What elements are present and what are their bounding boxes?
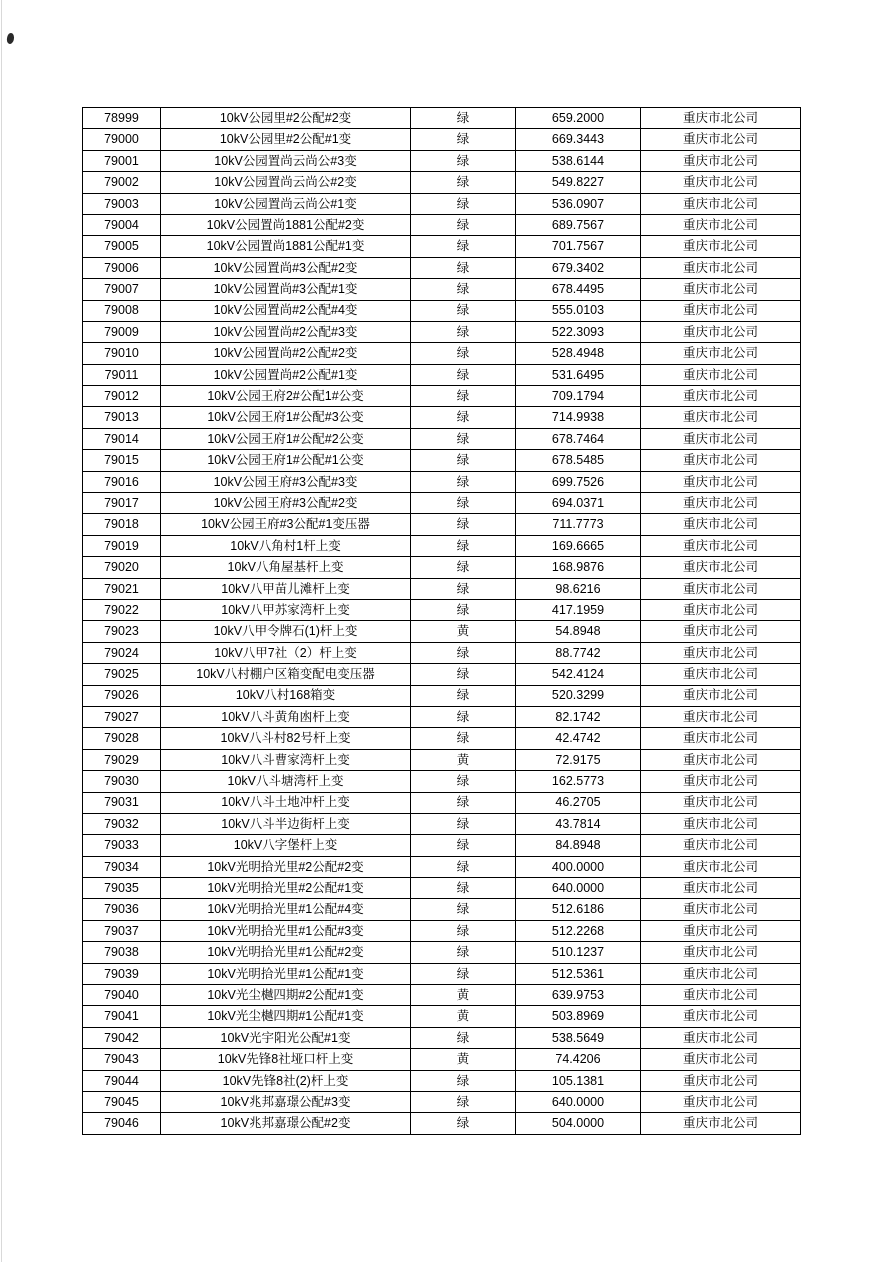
table-row (83, 150, 801, 171)
cell-status: 绿 (411, 386, 516, 407)
cell-name: 10kV公园置尚1881公配#2变 (161, 214, 411, 235)
cell-company: 重庆市北公司 (641, 428, 801, 449)
cell-status: 绿 (411, 193, 516, 214)
cell-status: 绿 (411, 108, 516, 129)
cell-id: 79008 (83, 300, 161, 321)
cell-status: 绿 (411, 963, 516, 984)
cell-id: 79041 (83, 1006, 161, 1027)
cell-id: 79002 (83, 172, 161, 193)
table-row (83, 214, 801, 235)
cell-company: 重庆市北公司 (641, 343, 801, 364)
cell-id: 79044 (83, 1070, 161, 1091)
cell-id: 79027 (83, 706, 161, 727)
cell-company: 重庆市北公司 (641, 450, 801, 471)
cell-company: 重庆市北公司 (641, 386, 801, 407)
cell-value: 555.0103 (516, 300, 641, 321)
cell-status: 绿 (411, 279, 516, 300)
cell-name: 10kV八斗黄角凼杆上变 (161, 706, 411, 727)
cell-status: 绿 (411, 685, 516, 706)
cell-status: 绿 (411, 920, 516, 941)
cell-company: 重庆市北公司 (641, 1113, 801, 1134)
cell-value: 72.9175 (516, 749, 641, 770)
cell-status: 绿 (411, 300, 516, 321)
cell-id: 79019 (83, 535, 161, 556)
cell-company: 重庆市北公司 (641, 1091, 801, 1112)
cell-company: 重庆市北公司 (641, 706, 801, 727)
cell-company: 重庆市北公司 (641, 214, 801, 235)
table-row (83, 193, 801, 214)
cell-id: 79042 (83, 1027, 161, 1048)
cell-id: 79015 (83, 450, 161, 471)
cell-status: 绿 (411, 172, 516, 193)
cell-company: 重庆市北公司 (641, 364, 801, 385)
cell-company: 重庆市北公司 (641, 578, 801, 599)
cell-company: 重庆市北公司 (641, 621, 801, 642)
cell-status: 绿 (411, 942, 516, 963)
table-row (83, 835, 801, 856)
cell-company: 重庆市北公司 (641, 279, 801, 300)
cell-name: 10kV公园王府2#公配1#公变 (161, 386, 411, 407)
cell-status: 绿 (411, 835, 516, 856)
cell-name: 10kV光明拾光里#1公配#3变 (161, 920, 411, 941)
cell-id: 79025 (83, 664, 161, 685)
cell-company: 重庆市北公司 (641, 920, 801, 941)
table-row (83, 236, 801, 257)
cell-status: 黄 (411, 1006, 516, 1027)
cell-value: 640.0000 (516, 1091, 641, 1112)
table-row (83, 471, 801, 492)
cell-company: 重庆市北公司 (641, 813, 801, 834)
cell-value: 512.5361 (516, 963, 641, 984)
cell-id: 79006 (83, 257, 161, 278)
cell-value: 169.6665 (516, 535, 641, 556)
cell-name: 10kV光明拾光里#1公配#1变 (161, 963, 411, 984)
cell-status: 绿 (411, 813, 516, 834)
cell-company: 重庆市北公司 (641, 728, 801, 749)
cell-value: 659.2000 (516, 108, 641, 129)
cell-id: 79038 (83, 942, 161, 963)
table-row (83, 792, 801, 813)
cell-name: 10kV公园置尚#2公配#2变 (161, 343, 411, 364)
cell-status: 绿 (411, 771, 516, 792)
page-edge-line (1, 0, 2, 1262)
table-row (83, 856, 801, 877)
cell-name: 10kV公园王府1#公配#1公变 (161, 450, 411, 471)
cell-value: 542.4124 (516, 664, 641, 685)
cell-company: 重庆市北公司 (641, 771, 801, 792)
table-row (83, 1113, 801, 1134)
cell-name: 10kV光明拾光里#1公配#4变 (161, 899, 411, 920)
table-row (83, 450, 801, 471)
cell-id: 79013 (83, 407, 161, 428)
cell-company: 重庆市北公司 (641, 108, 801, 129)
cell-value: 43.7814 (516, 813, 641, 834)
cell-name: 10kV光尘樾四期#1公配#1变 (161, 1006, 411, 1027)
cell-name: 10kV先锋8社垭口杆上变 (161, 1049, 411, 1070)
table-row (83, 728, 801, 749)
cell-status: 绿 (411, 792, 516, 813)
cell-company: 重庆市北公司 (641, 257, 801, 278)
cell-name: 10kV八甲7社（2）杆上变 (161, 642, 411, 663)
cell-name: 10kV光宇阳光公配#1变 (161, 1027, 411, 1048)
cell-value: 701.7567 (516, 236, 641, 257)
table-row (83, 300, 801, 321)
table-row (83, 129, 801, 150)
cell-value: 679.3402 (516, 257, 641, 278)
cell-value: 639.9753 (516, 985, 641, 1006)
cell-value: 709.1794 (516, 386, 641, 407)
cell-company: 重庆市北公司 (641, 942, 801, 963)
cell-company: 重庆市北公司 (641, 236, 801, 257)
cell-value: 640.0000 (516, 878, 641, 899)
cell-id: 79007 (83, 279, 161, 300)
cell-name: 10kV八甲苗儿滩杆上变 (161, 578, 411, 599)
table-row (83, 428, 801, 449)
cell-value: 531.6495 (516, 364, 641, 385)
cell-value: 512.6186 (516, 899, 641, 920)
table-row (83, 172, 801, 193)
cell-status: 绿 (411, 728, 516, 749)
cell-status: 绿 (411, 856, 516, 877)
cell-company: 重庆市北公司 (641, 599, 801, 620)
cell-company: 重庆市北公司 (641, 193, 801, 214)
cell-name: 10kV兆邦嘉璟公配#2变 (161, 1113, 411, 1134)
cell-status: 绿 (411, 599, 516, 620)
cell-company: 重庆市北公司 (641, 172, 801, 193)
table-row (83, 557, 801, 578)
table-row (83, 1091, 801, 1112)
table-row (83, 493, 801, 514)
cell-status: 绿 (411, 493, 516, 514)
cell-company: 重庆市北公司 (641, 685, 801, 706)
scan-artifact-mark (6, 32, 15, 44)
cell-name: 10kV光尘樾四期#2公配#1变 (161, 985, 411, 1006)
cell-name: 10kV公园置尚#2公配#3变 (161, 321, 411, 342)
cell-company: 重庆市北公司 (641, 514, 801, 535)
cell-value: 528.4948 (516, 343, 641, 364)
cell-name: 10kV公园置尚#3公配#2变 (161, 257, 411, 278)
cell-id: 79012 (83, 386, 161, 407)
cell-id: 79037 (83, 920, 161, 941)
cell-status: 绿 (411, 150, 516, 171)
cell-name: 10kV八斗塘湾杆上变 (161, 771, 411, 792)
cell-company: 重庆市北公司 (641, 535, 801, 556)
cell-name: 10kV公园置尚云尚公#1变 (161, 193, 411, 214)
cell-status: 绿 (411, 878, 516, 899)
cell-company: 重庆市北公司 (641, 642, 801, 663)
cell-value: 699.7526 (516, 471, 641, 492)
table-row (83, 920, 801, 941)
cell-id: 79004 (83, 214, 161, 235)
cell-id: 79023 (83, 621, 161, 642)
cell-value: 520.3299 (516, 685, 641, 706)
cell-value: 669.3443 (516, 129, 641, 150)
cell-status: 绿 (411, 236, 516, 257)
cell-company: 重庆市北公司 (641, 664, 801, 685)
table-row (83, 321, 801, 342)
cell-id: 79001 (83, 150, 161, 171)
cell-value: 503.8969 (516, 1006, 641, 1027)
cell-name: 10kV公园置尚#2公配#1变 (161, 364, 411, 385)
cell-company: 重庆市北公司 (641, 493, 801, 514)
cell-status: 绿 (411, 321, 516, 342)
cell-name: 10kV光明拾光里#1公配#2变 (161, 942, 411, 963)
cell-company: 重庆市北公司 (641, 1027, 801, 1048)
cell-id: 79009 (83, 321, 161, 342)
cell-status: 绿 (411, 535, 516, 556)
cell-name: 10kV八斗村82号杆上变 (161, 728, 411, 749)
table-row (83, 771, 801, 792)
table-row (83, 578, 801, 599)
table-row (83, 706, 801, 727)
cell-company: 重庆市北公司 (641, 792, 801, 813)
cell-value: 689.7567 (516, 214, 641, 235)
table-row (83, 599, 801, 620)
cell-value: 88.7742 (516, 642, 641, 663)
cell-status: 绿 (411, 578, 516, 599)
cell-value: 84.8948 (516, 835, 641, 856)
table-body (83, 108, 801, 1135)
cell-name: 10kV公园王府#3公配#2变 (161, 493, 411, 514)
cell-company: 重庆市北公司 (641, 1070, 801, 1091)
cell-id: 79046 (83, 1113, 161, 1134)
table-row (83, 108, 801, 129)
cell-name: 10kV八斗曹家湾杆上变 (161, 749, 411, 770)
cell-id: 79032 (83, 813, 161, 834)
table-row (83, 1027, 801, 1048)
cell-value: 82.1742 (516, 706, 641, 727)
table-row (83, 1049, 801, 1070)
cell-company: 重庆市北公司 (641, 1049, 801, 1070)
cell-value: 510.1237 (516, 942, 641, 963)
cell-name: 10kV八斗土地冲杆上变 (161, 792, 411, 813)
cell-value: 105.1381 (516, 1070, 641, 1091)
cell-status: 绿 (411, 214, 516, 235)
cell-value: 711.7773 (516, 514, 641, 535)
table-row (83, 749, 801, 770)
cell-value: 46.2705 (516, 792, 641, 813)
table-row (83, 407, 801, 428)
cell-status: 绿 (411, 407, 516, 428)
cell-name: 10kV公园置尚#2公配#4变 (161, 300, 411, 321)
cell-value: 54.8948 (516, 621, 641, 642)
cell-value: 417.1959 (516, 599, 641, 620)
cell-id: 78999 (83, 108, 161, 129)
table-row (83, 664, 801, 685)
cell-id: 79035 (83, 878, 161, 899)
table-row (83, 343, 801, 364)
cell-name: 10kV公园王府#3公配#1变压器 (161, 514, 411, 535)
cell-company: 重庆市北公司 (641, 749, 801, 770)
cell-name: 10kV公园里#2公配#2变 (161, 108, 411, 129)
cell-id: 79043 (83, 1049, 161, 1070)
cell-company: 重庆市北公司 (641, 300, 801, 321)
cell-id: 79011 (83, 364, 161, 385)
cell-status: 绿 (411, 471, 516, 492)
cell-name: 10kV八村168箱变 (161, 685, 411, 706)
cell-id: 79024 (83, 642, 161, 663)
cell-status: 绿 (411, 1027, 516, 1048)
cell-company: 重庆市北公司 (641, 129, 801, 150)
cell-name: 10kV公园置尚1881公配#1变 (161, 236, 411, 257)
cell-id: 79018 (83, 514, 161, 535)
cell-company: 重庆市北公司 (641, 985, 801, 1006)
cell-id: 79020 (83, 557, 161, 578)
cell-name: 10kV公园王府#3公配#3变 (161, 471, 411, 492)
transformer-data-table (82, 107, 801, 1135)
cell-status: 绿 (411, 343, 516, 364)
cell-status: 绿 (411, 1113, 516, 1134)
cell-status: 黄 (411, 749, 516, 770)
cell-name: 10kV八甲令牌石(1)杆上变 (161, 621, 411, 642)
cell-name: 10kV公园里#2公配#1变 (161, 129, 411, 150)
cell-id: 79036 (83, 899, 161, 920)
table-row (83, 1070, 801, 1091)
cell-company: 重庆市北公司 (641, 963, 801, 984)
table-row (83, 985, 801, 1006)
cell-status: 绿 (411, 257, 516, 278)
table-row (83, 878, 801, 899)
cell-company: 重庆市北公司 (641, 878, 801, 899)
cell-status: 绿 (411, 706, 516, 727)
table-row (83, 364, 801, 385)
cell-status: 绿 (411, 364, 516, 385)
cell-value: 536.0907 (516, 193, 641, 214)
cell-id: 79000 (83, 129, 161, 150)
cell-company: 重庆市北公司 (641, 471, 801, 492)
cell-name: 10kV先锋8社(2)杆上变 (161, 1070, 411, 1091)
cell-value: 714.9938 (516, 407, 641, 428)
cell-id: 79003 (83, 193, 161, 214)
cell-value: 678.4495 (516, 279, 641, 300)
cell-company: 重庆市北公司 (641, 835, 801, 856)
cell-name: 10kV公园置尚#3公配#1变 (161, 279, 411, 300)
table-row (83, 813, 801, 834)
cell-id: 79045 (83, 1091, 161, 1112)
cell-value: 549.8227 (516, 172, 641, 193)
cell-value: 538.6144 (516, 150, 641, 171)
cell-id: 79029 (83, 749, 161, 770)
cell-name: 10kV八角村1杆上变 (161, 535, 411, 556)
table-row (83, 685, 801, 706)
cell-name: 10kV八村棚户区箱变配电变压器 (161, 664, 411, 685)
cell-status: 黄 (411, 621, 516, 642)
cell-value: 74.4206 (516, 1049, 641, 1070)
cell-company: 重庆市北公司 (641, 150, 801, 171)
cell-value: 678.5485 (516, 450, 641, 471)
cell-value: 512.2268 (516, 920, 641, 941)
cell-name: 10kV公园置尚云尚公#3变 (161, 150, 411, 171)
cell-company: 重庆市北公司 (641, 321, 801, 342)
cell-status: 绿 (411, 557, 516, 578)
table-row (83, 514, 801, 535)
cell-id: 79028 (83, 728, 161, 749)
cell-name: 10kV八角屋基杆上变 (161, 557, 411, 578)
cell-value: 678.7464 (516, 428, 641, 449)
cell-status: 黄 (411, 985, 516, 1006)
table-row (83, 642, 801, 663)
cell-id: 79031 (83, 792, 161, 813)
table-row (83, 1006, 801, 1027)
cell-name: 10kV八斗半边街杆上变 (161, 813, 411, 834)
cell-value: 168.9876 (516, 557, 641, 578)
cell-status: 绿 (411, 450, 516, 471)
table-row (83, 257, 801, 278)
table-row (83, 621, 801, 642)
cell-name: 10kV兆邦嘉璟公配#3变 (161, 1091, 411, 1112)
table-row (83, 942, 801, 963)
cell-name: 10kV光明拾光里#2公配#2变 (161, 856, 411, 877)
cell-id: 79021 (83, 578, 161, 599)
table-row (83, 963, 801, 984)
cell-id: 79016 (83, 471, 161, 492)
table-row (83, 386, 801, 407)
table-row (83, 279, 801, 300)
cell-company: 重庆市北公司 (641, 557, 801, 578)
cell-company: 重庆市北公司 (641, 899, 801, 920)
cell-status: 绿 (411, 428, 516, 449)
cell-status: 绿 (411, 899, 516, 920)
table-row (83, 535, 801, 556)
cell-value: 694.0371 (516, 493, 641, 514)
cell-id: 79017 (83, 493, 161, 514)
cell-value: 522.3093 (516, 321, 641, 342)
cell-id: 79039 (83, 963, 161, 984)
cell-value: 162.5773 (516, 771, 641, 792)
cell-name: 10kV公园王府1#公配#2公变 (161, 428, 411, 449)
cell-id: 79005 (83, 236, 161, 257)
cell-name: 10kV公园置尚云尚公#2变 (161, 172, 411, 193)
cell-value: 538.5649 (516, 1027, 641, 1048)
cell-name: 10kV公园王府1#公配#3公变 (161, 407, 411, 428)
cell-status: 绿 (411, 1070, 516, 1091)
cell-id: 79033 (83, 835, 161, 856)
cell-value: 504.0000 (516, 1113, 641, 1134)
cell-company: 重庆市北公司 (641, 1006, 801, 1027)
cell-value: 42.4742 (516, 728, 641, 749)
cell-status: 绿 (411, 129, 516, 150)
cell-status: 绿 (411, 664, 516, 685)
cell-id: 79010 (83, 343, 161, 364)
cell-company: 重庆市北公司 (641, 856, 801, 877)
cell-name: 10kV八字堡杆上变 (161, 835, 411, 856)
cell-status: 绿 (411, 514, 516, 535)
cell-id: 79022 (83, 599, 161, 620)
cell-id: 79040 (83, 985, 161, 1006)
cell-value: 400.0000 (516, 856, 641, 877)
cell-id: 79026 (83, 685, 161, 706)
cell-company: 重庆市北公司 (641, 407, 801, 428)
cell-status: 黄 (411, 1049, 516, 1070)
cell-name: 10kV八甲苏家湾杆上变 (161, 599, 411, 620)
table-row (83, 899, 801, 920)
cell-value: 98.6216 (516, 578, 641, 599)
cell-status: 绿 (411, 1091, 516, 1112)
cell-name: 10kV光明拾光里#2公配#1变 (161, 878, 411, 899)
cell-id: 79014 (83, 428, 161, 449)
cell-status: 绿 (411, 642, 516, 663)
cell-id: 79034 (83, 856, 161, 877)
cell-id: 79030 (83, 771, 161, 792)
